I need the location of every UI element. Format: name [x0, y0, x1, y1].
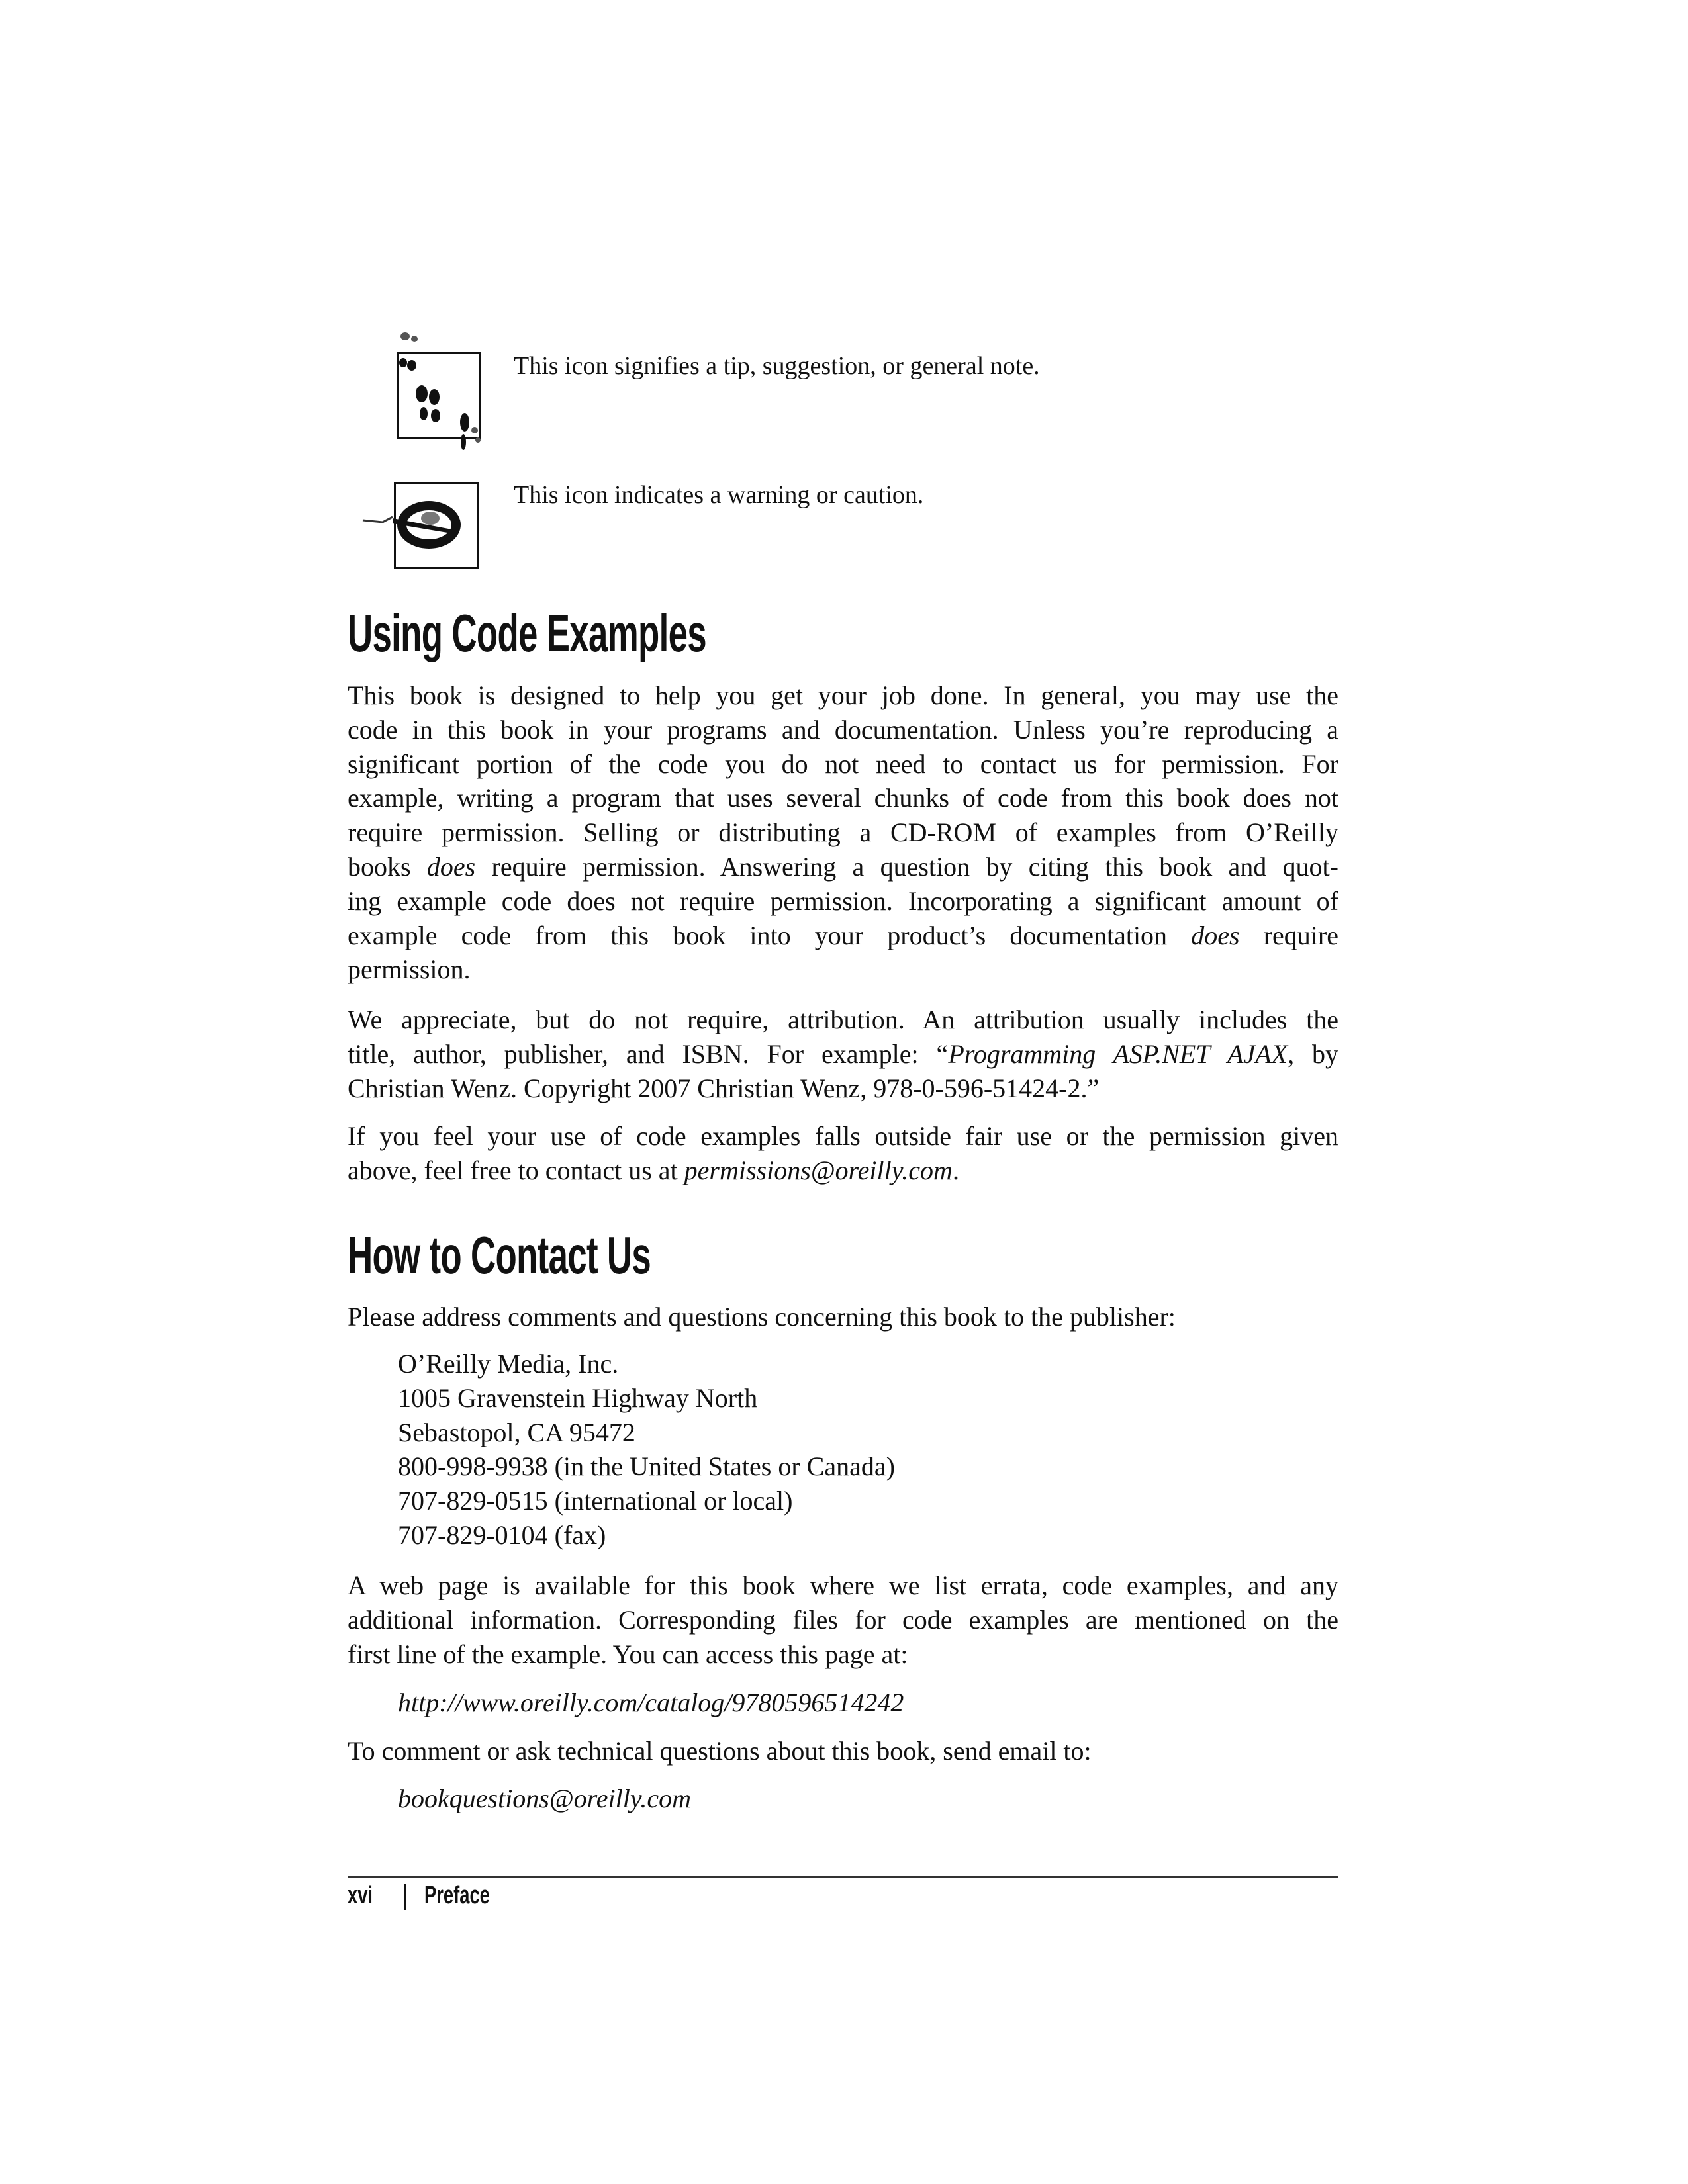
paragraph [348, 1119, 1338, 1188]
email-intro [348, 1734, 1092, 1768]
text-segment: example code from this book into your product’s documentation [348, 920, 1192, 950]
address-line: 1005 Gravenstein Highway North [398, 1383, 758, 1413]
text-line [348, 1071, 1338, 1106]
paragraph [348, 1569, 1338, 1671]
emphasis-text: permissions@oreilly.com [684, 1155, 953, 1185]
text-segment: We appreciate, but do not require, attribution. An attribution usually includes the [348, 1005, 1338, 1034]
text-segment: Christian Wenz. Copyright 2007 Christian Wenz, 978-0-596-51424-2.” [348, 1073, 1100, 1103]
text-line [348, 952, 1338, 987]
line-content [348, 1039, 1338, 1069]
text-line [348, 1037, 1338, 1071]
address-line: 800-998-9938 (in the United States or Canada) [398, 1451, 895, 1482]
text-line [348, 713, 1338, 747]
line-content [348, 715, 1338, 745]
text-line [348, 884, 1338, 919]
text-line [348, 1603, 1338, 1637]
line-content [348, 1073, 1099, 1103]
catalog-url-link[interactable]: http://www.oreilly.com/catalog/9780596514242 [398, 1688, 904, 1717]
address-line: O’Reilly Media, Inc. [398, 1349, 619, 1379]
line-content [348, 783, 1338, 813]
paragraph [348, 1003, 1338, 1105]
section-heading-how-to-contact-us: How to Contact Us [348, 1226, 651, 1285]
text-line [348, 1637, 1338, 1672]
text-segment: require permission. Selling or distributing a CD-ROM of examples from O’Reilly [348, 817, 1338, 848]
tip-note-text: This icon signifies a tip, suggestion, or general note. [514, 352, 1040, 380]
text-segment: first line of the example. You can access this page at: [348, 1639, 908, 1669]
footer-section-title: Preface [424, 1882, 490, 1909]
line-content [348, 1005, 1338, 1034]
line-content [348, 1639, 908, 1669]
line-content [348, 1156, 959, 1185]
text-line [348, 815, 1338, 850]
text-segment: require permission. Answering a question by citing this book and quot- [475, 851, 1338, 882]
address-line: 707-829-0515 (international or local) [398, 1486, 793, 1516]
line-content [348, 1121, 1338, 1151]
email-intro-text: To comment or ask technical questions about this book, send email to: [348, 1736, 1092, 1766]
line-content [348, 886, 1338, 916]
text-segment: require [1239, 920, 1338, 950]
contact-intro [348, 1300, 1176, 1334]
text-line [348, 919, 1338, 953]
line-content [348, 852, 1338, 882]
footer-rule [348, 1876, 1338, 1878]
text-segment: additional information. Corresponding files for code examples are mentioned on the [348, 1604, 1338, 1635]
paragraph [348, 678, 1338, 987]
address-line: Sebastopol, CA 95472 [398, 1417, 635, 1447]
tip-icon [397, 352, 481, 439]
text-segment: books [348, 851, 427, 882]
line-content [348, 680, 1338, 710]
text-segment: permission. [348, 954, 471, 985]
text-line [348, 678, 1338, 713]
line-content [348, 749, 1338, 779]
emphasis-text: Programming ASP.NET AJAX [948, 1038, 1288, 1069]
text-segment: title, author, publisher, and ISBN. For example: “ [348, 1038, 949, 1069]
text-segment: significant portion of the code you do not need to contact us for permission. For [348, 749, 1338, 779]
text-line [348, 1569, 1338, 1603]
text-line [348, 1003, 1338, 1037]
text-segment: ing example code does not require permission. Incorporating a significant amount of [348, 886, 1338, 916]
warning-icon [394, 482, 479, 569]
text-segment: code in this book in your programs and documentation. Unless you’re reproducing a [348, 714, 1338, 745]
line-content [348, 817, 1338, 847]
address-line: 707-829-0104 (fax) [398, 1520, 606, 1550]
intro-text: Please address comments and questions concerning this book to the publisher: [348, 1302, 1176, 1332]
text-line [348, 1119, 1338, 1154]
section-heading-using-code-examples: Using Code Examples [348, 604, 707, 662]
text-segment: . [952, 1155, 959, 1185]
email-link[interactable]: bookquestions@oreilly.com [398, 1784, 692, 1813]
text-segment: A web page is available for this book where we list errata, code examples, and any [348, 1570, 1338, 1600]
publisher-address [398, 1347, 895, 1553]
warning-note-text: This icon indicates a warning or caution. [514, 481, 924, 509]
line-content [348, 1605, 1338, 1635]
line-content [348, 1570, 1338, 1600]
text-line [348, 781, 1338, 815]
footer-divider [404, 1884, 406, 1910]
line-content [348, 954, 471, 984]
page-number: xvi [348, 1882, 373, 1909]
text-segment: example, writing a program that uses several chunks of code from this book does not [348, 783, 1338, 813]
text-segment: above, feel free to contact us at [348, 1155, 684, 1185]
text-segment: This book is designed to help you get your job done. In general, you may use the [348, 680, 1338, 710]
email-block [398, 1782, 691, 1816]
emphasis-text: does [1191, 920, 1240, 950]
emphasis-text: does [426, 851, 476, 882]
text-line [348, 747, 1338, 782]
line-content [348, 921, 1338, 950]
text-segment: , by [1288, 1038, 1338, 1069]
text-line [348, 1154, 1338, 1188]
text-line [348, 850, 1338, 884]
url-block [398, 1686, 904, 1720]
text-segment: If you feel your use of code examples falls outside fair use or the permission given [348, 1121, 1338, 1151]
